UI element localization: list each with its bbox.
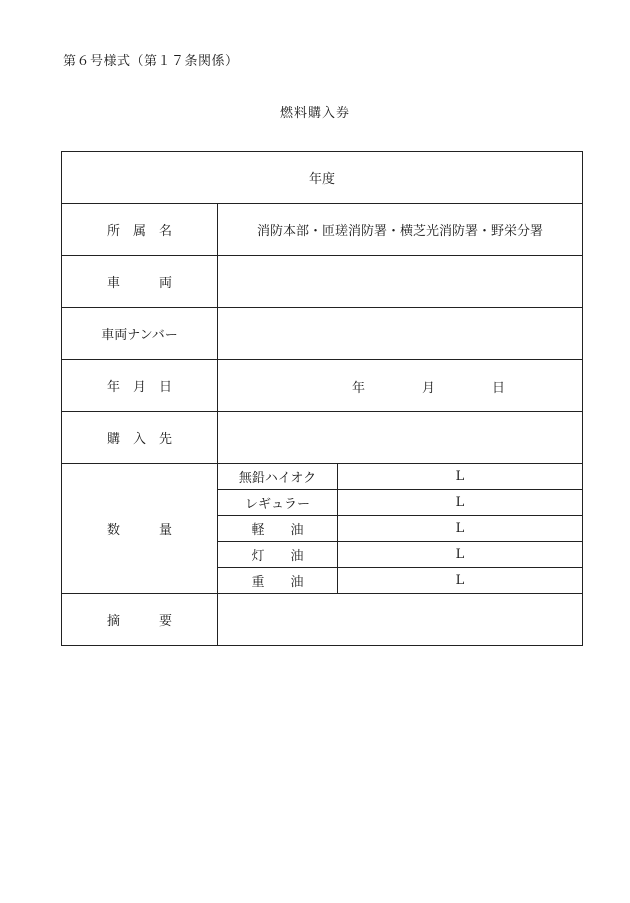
- date-day-label: 日: [492, 381, 506, 396]
- fuel-unit[interactable]: L: [338, 568, 583, 594]
- affiliation-row: [62, 204, 583, 256]
- fuel-name: 軽 油: [218, 516, 338, 542]
- fiscal-year-row: [62, 152, 583, 204]
- date-month-label: 月: [422, 381, 436, 396]
- vehicle-number-row: [62, 308, 583, 360]
- form-number: 第６号様式（第１７条関係）: [63, 54, 239, 69]
- fiscal-year-cell: 年度: [62, 152, 583, 204]
- vehicle-label: 車 両: [62, 256, 218, 308]
- fuel-unit[interactable]: L: [338, 542, 583, 568]
- date-year-label: 年: [352, 381, 366, 396]
- document-title: 燃料購入券: [279, 106, 350, 121]
- quantity-label: 数 量: [62, 464, 218, 594]
- supplier-row: [62, 412, 583, 464]
- remarks-value[interactable]: [218, 594, 583, 646]
- fuel-unit[interactable]: L: [338, 516, 583, 542]
- affiliation-value: 消防本部・匝瑳消防署・横芝光消防署・野栄分署: [218, 204, 583, 256]
- vehicle-row: [62, 256, 583, 308]
- fuel-name: 重 油: [218, 568, 338, 594]
- remarks-row: [62, 594, 583, 646]
- fuel-unit[interactable]: L: [338, 464, 583, 490]
- fuel-name: 灯 油: [218, 542, 338, 568]
- vehicle-value[interactable]: [218, 256, 583, 308]
- date-row: [62, 360, 583, 412]
- fuel-voucher-table: [61, 151, 583, 646]
- supplier-label: 購 入 先: [62, 412, 218, 464]
- fuel-name: 無鉛ハイオク: [218, 464, 338, 490]
- supplier-value[interactable]: [218, 412, 583, 464]
- vehicle-number-label: 車両ナンバー: [62, 308, 218, 360]
- date-value[interactable]: [218, 360, 583, 412]
- fuel-name: レギュラー: [218, 490, 338, 516]
- affiliation-label: 所 属 名: [62, 204, 218, 256]
- fuel-row: [62, 464, 583, 490]
- vehicle-number-value[interactable]: [218, 308, 583, 360]
- date-label: 年 月 日: [62, 360, 218, 412]
- remarks-label: 摘 要: [62, 594, 218, 646]
- fuel-unit[interactable]: L: [338, 490, 583, 516]
